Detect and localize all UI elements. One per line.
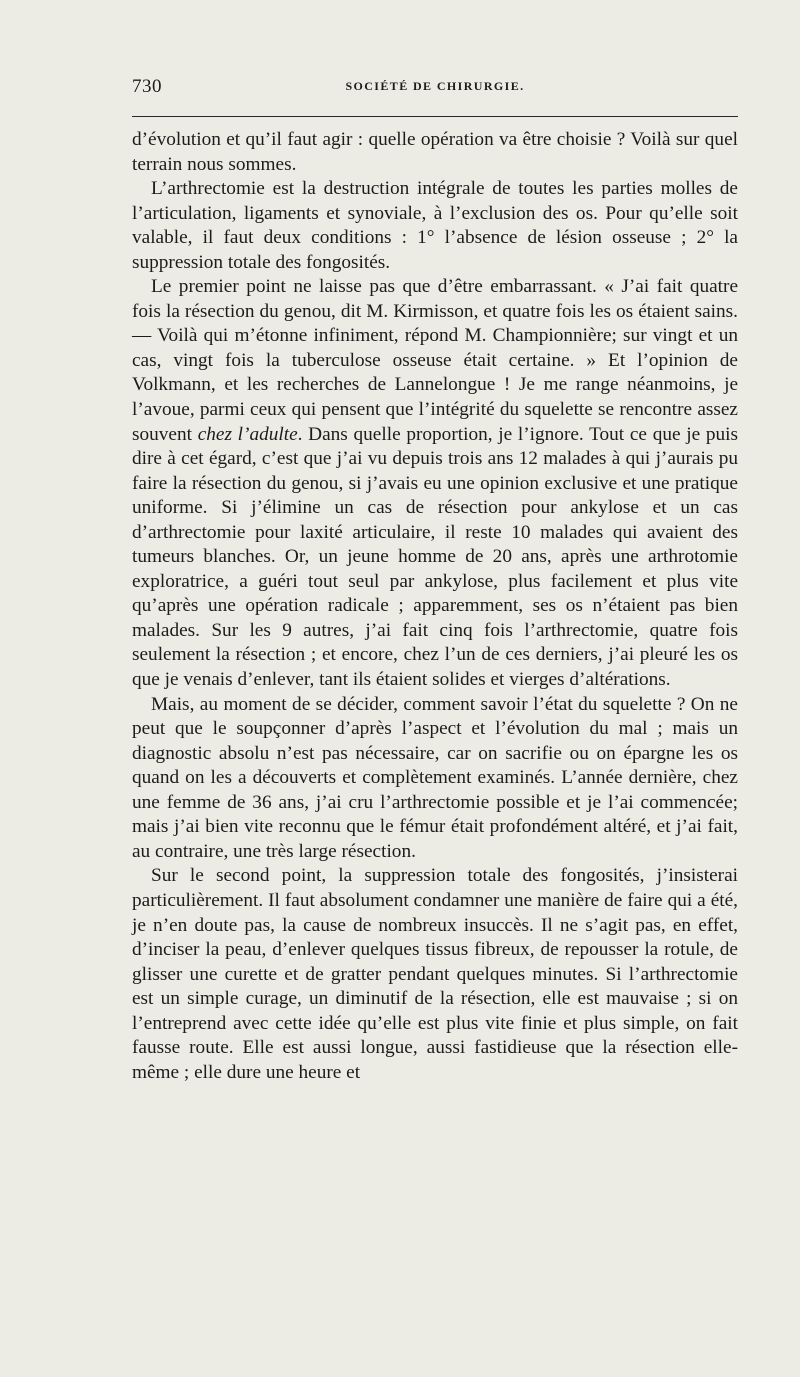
text-span: Le premier point ne laisse pas que d’être embarrassant. « J’ai fait quatre fois la résection du genou, dit M. Kirmisson, et quatre fois les os étaient sains. — Voilà qui m’étonne infiniment, répond M. Championnière; sur vingt et un cas, vingt fois la tuberculose osseuse était certaine. » Et l’opinion de Volkmann, et les recherches de Lannelongue ! Je me range néanmoins, je l’avoue, parmi ceux qui pensent que l’intégrité du squelette se rencontre assez souvent [132, 276, 738, 445]
running-head [132, 76, 738, 106]
text-span: . Dans quelle proportion, je l’ignore. Tout ce que je puis dire à cet égard, c’est que j’ai vu depuis trois ans 12 malades à qui j’aurais pu faire la résection du genou, si j’avais eu une opinion exclusive et une pratique uniforme. Si j’élimine un cas de résection pour ankylose et un cas d’arthrectomie pour laxité articulaire, il reste 10 malades qui avaient des tumeurs blanches. Or, un jeune homme de 20 ans, après une arthrotomie exploratrice, a guéri tout seul par ankylose, plus facilement et plus vite qu’après une opération radicale ; apparemment, ses os n’étaient pas bien malades. Sur les 9 autres, j’ai fait cinq fois l’arthrectomie, quatre fois seulement la résection ; et encore, chez l’un de ces derniers, j’ai pleuré les os que je venais d’enlever, tant ils étaient solides et vierges d’altérations. [132, 423, 739, 691]
page-number: 730 [132, 76, 162, 97]
paragraph-second-point: Sur le second point, la suppression totale des fongosités, j’insisterai particulièrement. Il faut absolument condamner une manière de faire qui a été, je n’en doute pas, la cause de nombreux insuccès. Il ne s’agit pas, en effet, d’inciser la peau, d’enlever quelques tissus fibreux, de repousser la rotule, de glisser une curette et de gratter pendant quelques minutes. Si l’arthrectomie est un simple curage, un diminutif de la résection, elle est mauvaise ; si on l’entreprend avec cette idée qu’elle est plus vite finie et plus simple, on fait fausse route. Elle est aussi longue, aussi fastidieuse que la résection elle-même ; elle dure une heure et [132, 865, 738, 1083]
paragraph-arthrectomie-definition: L’arthrectomie est la destruction intégrale de toutes les parties molles de l’articulation, ligaments et synoviale, à l’exclusion des os. Pour qu’elle soit valable, il faut deux conditions : 1° l’absence de lésion osseuse ; 2° la suppression totale des fongosités. [132, 178, 738, 273]
paragraph-continued: d’évolution et qu’il faut agir : quelle opération va être choisie ? Voilà sur quel terrain nous sommes. [132, 129, 738, 175]
paragraph-moment-decider: Mais, au moment de se décider, comment savoir l’état du squelette ? On ne peut que le soupçonner d’après l’aspect et l’évolution du mal ; mais un diagnostic absolu n’est pas nécessaire, car on sacrifie ou on épargne les os quand on les a découverts et complètement examinés. L’année dernière, chez une femme de 36 ans, j’ai cru l’arthrectomie possible et je l’ai commencée; mais j’ai bien vite reconnu que le fémur était profondément altéré, et j’ai fait, au contraire, une très large résection. [132, 693, 738, 862]
journal-title: SOCIÉTÉ DE CHIRURGIE. [345, 79, 525, 93]
header-rule [132, 116, 738, 117]
italic-phrase: chez l’adulte [197, 423, 298, 445]
body-text [132, 128, 738, 1085]
paragraph-premier-point [132, 275, 738, 692]
